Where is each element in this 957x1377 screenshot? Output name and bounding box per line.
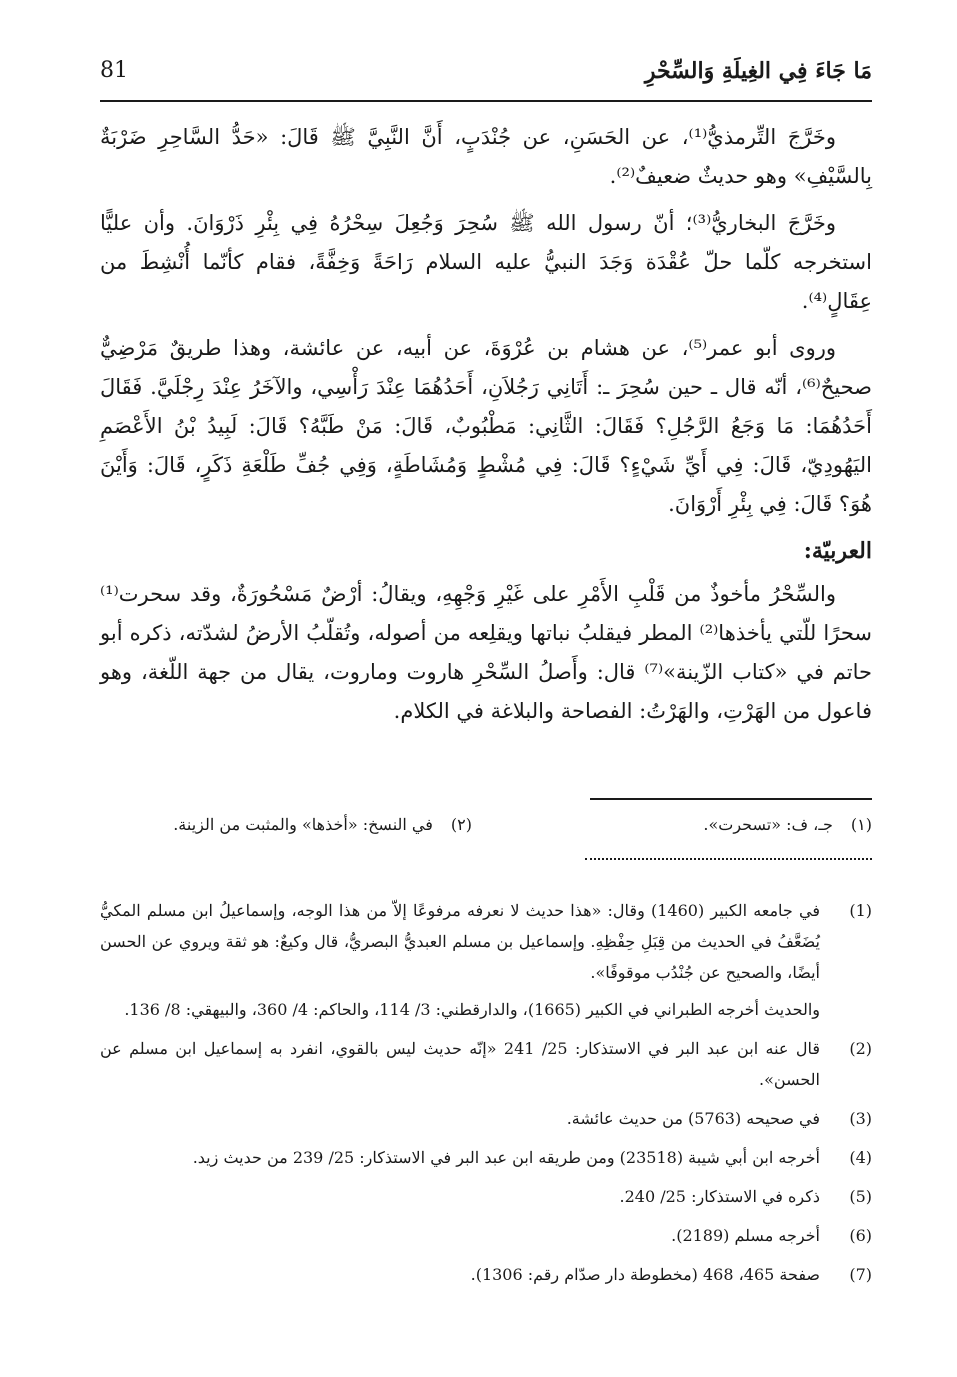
note-text: جـ، ف: «تسحرت». <box>703 815 833 834</box>
main-text <box>100 118 872 739</box>
footnote-line: أخرجه ابن أبي شيبة (23518) ومن طريقه ابن عبد البر في الاستذكار: 25/ 239 من حديث زيد. <box>192 1148 820 1167</box>
dotted-separator <box>585 858 872 868</box>
footnote-text <box>100 1181 820 1218</box>
footnote-line: في جامعه الكبير (1460) وقال: «هذا حديث لا نعرفه مرفوعًا إلاّ من هذا الوجه، وإسماعيلُ ابن مسلم المكيُّ يُضَعَّفُ في الحديث من قِبَلِ حِفْظِهِ. وإسماعيل بن مسلم العبديُّ البصريُّ، قال وكيعٌ: هو ثقة ويروي عن الحسن أيضًا، والصحيح عن جُنْدُب موقوفًا». <box>100 901 820 982</box>
page-number: 81 <box>100 58 128 83</box>
footnote <box>100 1142 872 1179</box>
note-number: (١) <box>850 815 872 834</box>
note-number: (٢) <box>450 815 472 834</box>
footnote <box>100 895 872 1031</box>
section-heading: العربيّة: <box>803 538 872 564</box>
footnote-number: (7) <box>849 1265 872 1284</box>
page-header <box>100 58 872 102</box>
textual-notes <box>100 815 872 845</box>
footnote-line: أخرجه مسلم (2189). <box>671 1226 820 1245</box>
footnote-text <box>100 1259 820 1296</box>
footnote <box>100 1259 872 1296</box>
footnote-text <box>100 1220 820 1257</box>
running-title: مَا جَاءَ فِي الغِيلَةِ وَالسِّحْرِ <box>644 58 872 84</box>
footnote-text <box>100 895 820 1031</box>
footnotes <box>100 895 872 1296</box>
footnote-number: (6) <box>849 1226 872 1245</box>
paragraph-bukhari: وخَرَّجَ البخاريُّ⁽³⁾؛ أنّ رسول الله ﷺ سُحِرَ وَجُعِلَ سِحْرُهُ فِي بِئْرِ ذَرْوَانَ. وأن عليًّا استخرجه كلّما حلّ عُقْدَة وَجَدَ النبيُّ عليه السلام رَاحَةً وَخِفَّةً، فقام كأنّما أُنْشِطَ من عِقَالٍ⁽⁴⁾. <box>100 211 872 313</box>
footnote-line: صفحة 465، 468 (مخطوطة دار صدّام رقم: 1306). <box>470 1265 820 1284</box>
footnote-text <box>100 1103 820 1140</box>
footnote-line: ذكره في الاستذكار: 25/ 240. <box>619 1187 820 1206</box>
paragraph-abu-omar: وروى أبو عمر⁽⁵⁾، عن هشام بن عُرْوَةَ، عن أبيه، عن عائشة، وهذا طريقٌ مَرْضِيٌّ صحيحٌ⁽⁶⁾، أنّه قال ـ حين سُحِرَ ـ: أَتَانِي رَجُلاَنِ، أَحَدُهُمَا عِنْدَ رَأْسِي، والآخَرُ عِنْدَ رِجْلَيَّ. فَقَالَ أَحَدُهُمَا: مَا وَجَعُ الرَّجُلِ؟ فَقَالَ: الثَّانِي: مَطْبُوبٌ، قَالَ: مَنْ طَبَّهُ؟ قَالَ: لَبِيدُ بْنُ الأَعْصَمِ اليَهُودِيّ، قَالَ: فِي أَيِّ شَيْءٍ؟ قَالَ: فِي مُشْطٍ وَمُشَاطَةٍ، وَفِي جُفِّ طَلْعَةِ ذَكَرٍ، قَالَ: وَأَيْنَ هُوَ؟ قَالَ: فِي بِئْرِ أَرْوَانَ. <box>100 336 872 516</box>
footnote <box>100 1103 872 1140</box>
footnote-number: (2) <box>849 1039 872 1058</box>
footnote-number: (1) <box>849 901 872 920</box>
footnote-rule <box>590 798 872 800</box>
footnote <box>100 1181 872 1218</box>
textual-note <box>173 815 472 834</box>
footnote-number: (3) <box>849 1109 872 1128</box>
footnote-line: قال عنه ابن عبد البر في الاستذكار: 25/ 241 «إنّه حديث ليس بالقوي، انفرد به إسماعيل ابن مسلم عن الحسن». <box>100 1039 821 1089</box>
footnote <box>100 1033 872 1101</box>
paragraph-tirmidhi: وخَرَّجَ التِّرمذيُّ⁽¹⁾، عن الحَسَنِ، عن جُنْدَبٍ، أَنَّ النَّبِيَّ ﷺ قَالَ: «حَدُّ السَّاحِرِ ضَرْبَةٌ بِالسَّيْفِ» وهو حديثٌ ضعيفٌ⁽²⁾. <box>100 125 872 188</box>
paragraph-arabic: والسِّحْرُ مأخوذٌ من قَلْبِ الأَمْرِ على غَيْرِ وَجْهِهِ، ويقالُ: أرْضٌ مَسْحُورَةٌ، وقد سحرت⁽¹⁾ سحرًا للّتي يأخذها⁽²⁾ المطر فيقلبُ نباتها ويقلِعه من أصوله، وتُقلّبُ الأرضُ لشدّته، ذكره أبو حاتم في «كتاب الزّينة»⁽⁷⁾ قال: وأَصلُ السِّحْرِ هاروت وماروت، يقال من جهة اللّغة، وهو فاعول من الهَرْتِ، والهَرْتُ: الفصاحة والبلاغة في الكلام. <box>100 582 872 723</box>
footnote-number: (4) <box>849 1148 872 1167</box>
footnote-text <box>100 1142 820 1179</box>
textual-note <box>703 815 872 834</box>
header-rule <box>100 100 872 102</box>
footnote-line: في صحيحه (5763) من حديث عائشة. <box>566 1109 820 1128</box>
footnote-line: والحديث أخرجه الطبراني في الكبير (1665)، والدارقطني: 3/ 114، والحاكم: 4/ 360، والبيهقي: 8/ 136. <box>124 1000 820 1019</box>
note-text: في النسخ: «أخذها» والمثبت من الزينة. <box>173 815 433 834</box>
footnote-number: (5) <box>849 1187 872 1206</box>
footnote <box>100 1220 872 1257</box>
footnote-text <box>100 1033 820 1101</box>
